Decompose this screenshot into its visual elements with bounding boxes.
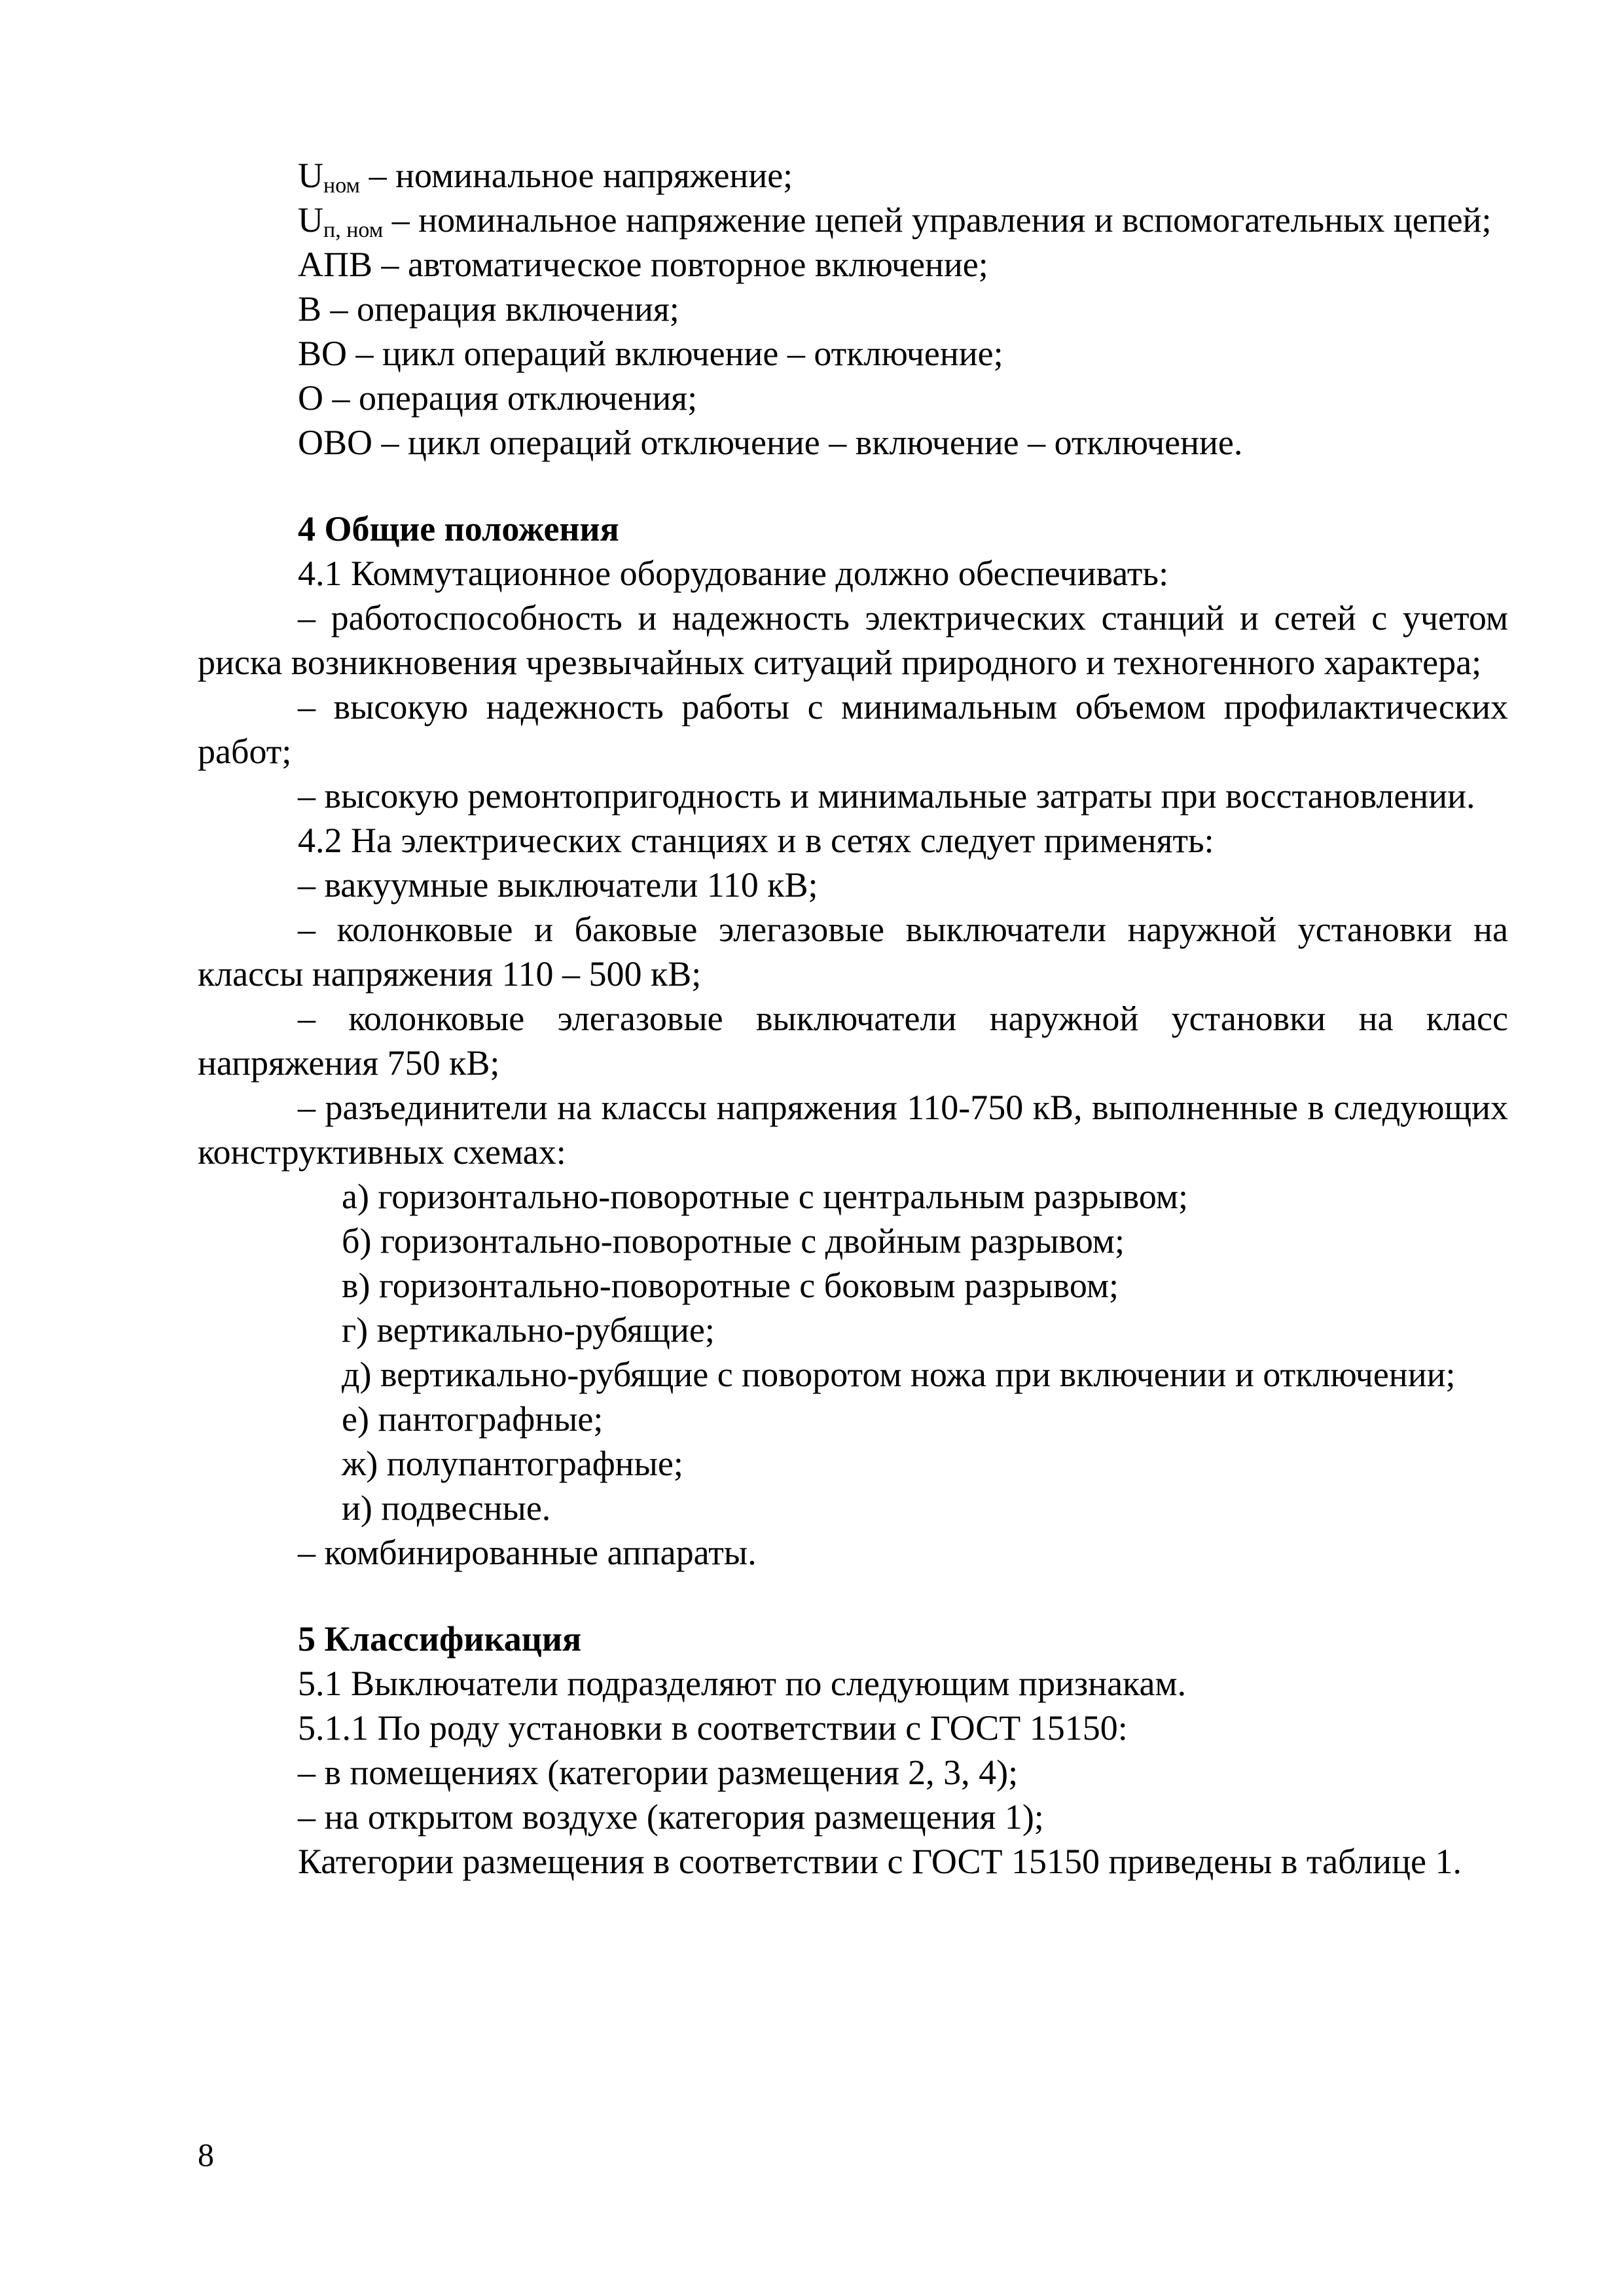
spacer — [198, 465, 1508, 507]
list-item: – колонковые и баковые элегазовые выключатели наружной установки на классы напряжения 110 – 500 кВ; — [198, 910, 1508, 994]
list-item: – в помещениях (категории размещения 2, 3, 4); — [298, 1753, 1019, 1792]
paragraph-5-1-1: 5.1.1 По роду установки в соответствии с ГОСТ 15150: — [298, 1708, 1128, 1748]
definition-ovo: ОВО – цикл операций отключение – включение – отключение. — [298, 423, 1243, 462]
definition-vo: ВО – цикл операций включение – отключение; — [298, 334, 1003, 373]
definition-u-p-nom: $U_{п, ном}$ – номинальное напряжение цепей управления и вспомогательных цепей; — [298, 200, 1492, 242]
definition-o: О – операция отключения; — [298, 378, 698, 418]
list-item: – колонковые элегазовые выключатели наружной установки на класс напряжения 750 кВ; — [198, 999, 1508, 1083]
scheme-item: б) горизонтально-поворотные с двойным разрывом; — [342, 1221, 1125, 1261]
list-item: – на открытом воздухе (категория размещения 1); — [298, 1797, 1044, 1837]
scheme-item: а) горизонтально-поворотные с центральным разрывом; — [342, 1177, 1188, 1216]
page-body — [198, 153, 1508, 1884]
scheme-item: в) горизонтально-поворотные с боковым разрывом; — [342, 1266, 1119, 1305]
definition-apv: АПВ – автоматическое повторное включение; — [298, 245, 988, 284]
list-item: – комбинированные аппараты. — [298, 1533, 757, 1572]
paragraph-4-2: 4.2 На электрических станциях и в сетях следует применять: — [298, 821, 1214, 860]
list-item: – высокую надежность работы с минимальным объемом профилактических работ; — [198, 687, 1508, 771]
definition-v: В – операция включения; — [298, 289, 679, 329]
table-reference-paragraph: Категории размещения в соответствии с ГОСТ 15150 приведены в таблице 1. — [298, 1842, 1462, 1881]
scheme-item: г) вертикально-рубящие; — [342, 1310, 715, 1350]
scheme-item: ж) полупантографные; — [342, 1444, 683, 1483]
scheme-item: д) вертикально-рубящие с поворотом ножа при включении и отключении; — [342, 1355, 1456, 1394]
spacer — [198, 1575, 1508, 1617]
list-item: – работоспособность и надежность электрических станций и сетей с учетом риска возникновения чрезвычайных ситуаций природного и техногенного характера; — [198, 598, 1508, 682]
page-number: 8 — [198, 2136, 214, 2173]
list-item: – вакуумные выключатели 110 кВ; — [298, 865, 818, 905]
paragraph-5-1: 5.1 Выключатели подразделяют по следующим признакам. — [298, 1664, 1187, 1703]
section-4-heading: 4 Общие положения — [298, 509, 619, 548]
section-5-heading: 5 Классификация — [298, 1619, 582, 1659]
scheme-item: е) пантографные; — [342, 1399, 604, 1439]
definition-u-nom: $U_{ном}$ – номинальное напряжение; — [298, 156, 793, 198]
list-item: – разъединители на классы напряжения 110-750 кВ, выполненные в следующих конструктивных схемах: — [198, 1088, 1508, 1172]
scheme-item: и) подвесные. — [342, 1488, 551, 1528]
paragraph-4-1: 4.1 Коммутационное оборудование должно обеспечивать: — [298, 554, 1169, 593]
list-item: – высокую ремонтопригодность и минимальные затраты при восстановлении. — [298, 776, 1475, 816]
